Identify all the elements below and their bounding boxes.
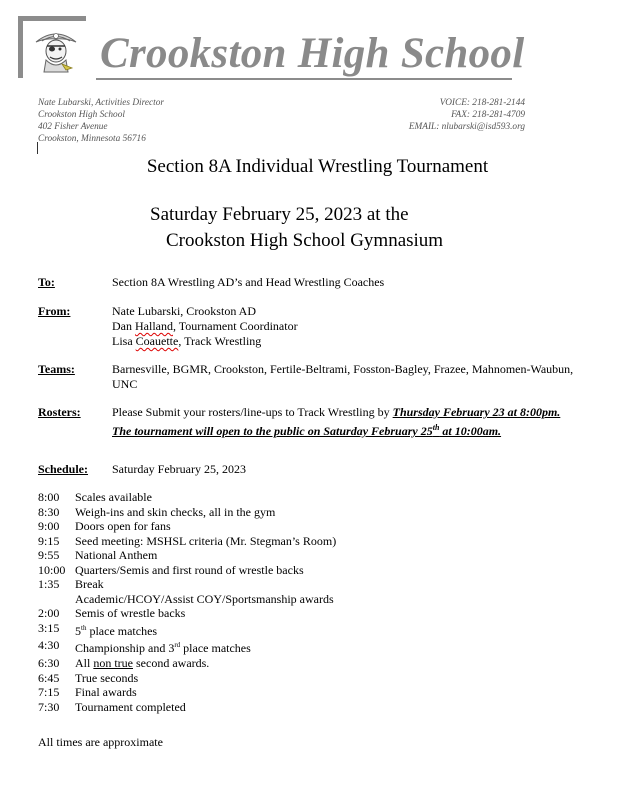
schedule-event: Championship and 3rd place matches — [75, 641, 251, 656]
voice-line: VOICE: 218-281-2144 — [439, 98, 525, 108]
tournament-title: Section 8A Individual Wrestling Tournament — [146, 156, 489, 177]
schedule-event: Academic/HCOY/Assist COY/Sportsmanship awards — [75, 591, 334, 606]
rosters-public-sup: th — [432, 423, 440, 432]
schedule-time: 9:55 — [38, 548, 60, 563]
address-block — [38, 97, 164, 145]
schedule-event: Semis of wrestle backs — [75, 606, 186, 621]
schedule-time: 4:30 — [38, 638, 60, 653]
pirate-mascot-logo — [32, 24, 80, 76]
address-line: 402 Fisher Avenue — [38, 122, 108, 132]
rosters-deadline: Thursday February 23 at 8:00pm. — [392, 405, 561, 419]
schedule-row — [38, 505, 336, 520]
text-cursor — [37, 142, 38, 154]
schedule-time: 6:45 — [38, 670, 60, 685]
rosters-line — [112, 405, 612, 420]
schedule-row — [38, 534, 336, 549]
schedule-event: Weigh-ins and skin checks, all in the gym — [75, 504, 276, 519]
schedule-time: 2:00 — [38, 606, 60, 621]
from-block — [112, 304, 298, 349]
schedule-row — [38, 606, 336, 621]
schedule-row — [38, 563, 336, 578]
footer-note: All times are approximate — [38, 735, 163, 749]
schedule-label: Schedule: — [38, 462, 89, 476]
from-line: Dan Halland, Tournament Coordinator — [112, 319, 298, 333]
email-line: EMAIL: nlubarski@isd593.org — [408, 122, 525, 132]
rosters-label: Rosters: — [38, 405, 81, 419]
schedule-time: 9:00 — [38, 519, 60, 534]
schedule-list — [38, 490, 336, 714]
address-line: Nate Lubarski, Activities Director — [38, 98, 165, 108]
from-line: Nate Lubarski, Crookston AD — [112, 304, 256, 318]
teams-line: Barnesville, BGMR, Crookston, Fertile-Beltrami, Fosston-Bagley, Frazee, Mahnomen-Waubun, — [112, 362, 574, 376]
schedule-time: 7:30 — [38, 699, 60, 714]
rosters-text: Please Submit your rosters/line-ups to Track Wrestling by — [112, 405, 393, 419]
schedule-event: National Anthem — [75, 548, 158, 563]
schedule-time: 10:00 — [38, 562, 66, 577]
teams-line: UNC — [112, 377, 138, 391]
schedule-row — [38, 592, 336, 607]
header-bracket-vertical — [18, 16, 23, 78]
schedule-time: 9:15 — [38, 533, 60, 548]
schedule-time: 8:00 — [38, 490, 60, 504]
teams-label: Teams: — [38, 362, 75, 376]
rosters-public-time: at 10:00am. — [439, 424, 502, 438]
schedule-event: Seed meeting: MSHSL criteria (Mr. Stegman’s Room) — [75, 533, 337, 548]
rosters-public-text: The tournament will open to the public on Saturday February 25 — [112, 424, 433, 438]
schedule-event: Final awards — [75, 685, 137, 700]
from-line: Lisa Coauette, Track Wrestling — [112, 334, 262, 348]
fax-line: FAX: 218-281-4709 — [451, 110, 525, 120]
schedule-event: True seconds — [75, 670, 139, 685]
to-label: To: — [38, 275, 55, 289]
schedule-date: Saturday February 25, 2023 — [112, 462, 246, 476]
schedule-time: 7:15 — [38, 685, 60, 700]
from-name-coauette: Coauette — [135, 334, 179, 348]
schedule-row — [38, 577, 336, 592]
from-label: From: — [38, 304, 71, 318]
schedule-event: Break — [75, 577, 104, 592]
tournament-date-title: Saturday February 25, 2023 at the — [150, 204, 409, 225]
schedule-event: Quarters/Semis and first round of wrestle backs — [75, 562, 304, 577]
schedule-event: Scales available — [75, 490, 152, 504]
schedule-row — [38, 671, 336, 686]
tournament-venue-title: Crookston High School Gymnasium — [166, 230, 444, 251]
contact-block — [409, 97, 525, 133]
address-line: Crookston, Minnesota 56716 — [38, 134, 146, 144]
schedule-time: 6:30 — [38, 656, 60, 671]
schedule-row — [38, 621, 336, 639]
school-name: Crookston High School — [100, 30, 525, 77]
from-name-halland: Halland — [135, 319, 173, 333]
header-rule — [96, 78, 512, 80]
rosters-public-line — [112, 420, 612, 439]
schedule-time: 8:30 — [38, 504, 60, 519]
schedule-row — [38, 638, 336, 656]
schedule-time — [38, 592, 75, 607]
schedule-row — [38, 700, 336, 715]
schedule-event: All non true second awards. — [75, 656, 210, 671]
schedule-event: Doors open for fans — [75, 519, 171, 534]
header-bracket-horizontal — [18, 16, 86, 21]
teams-block — [112, 362, 602, 392]
to-value: Section 8A Wrestling AD’s and Head Wrestling Coaches — [112, 275, 385, 289]
schedule-event: Tournament completed — [75, 699, 186, 714]
schedule-row — [38, 519, 336, 534]
schedule-event: 5th place matches — [75, 623, 158, 638]
schedule-time: 3:15 — [38, 620, 60, 635]
schedule-time: 1:35 — [38, 577, 60, 592]
schedule-row — [38, 490, 336, 505]
rosters-block — [112, 405, 612, 439]
schedule-row — [38, 548, 336, 563]
schedule-row — [38, 656, 336, 671]
schedule-row — [38, 685, 336, 700]
address-line: Crookston High School — [38, 110, 125, 120]
